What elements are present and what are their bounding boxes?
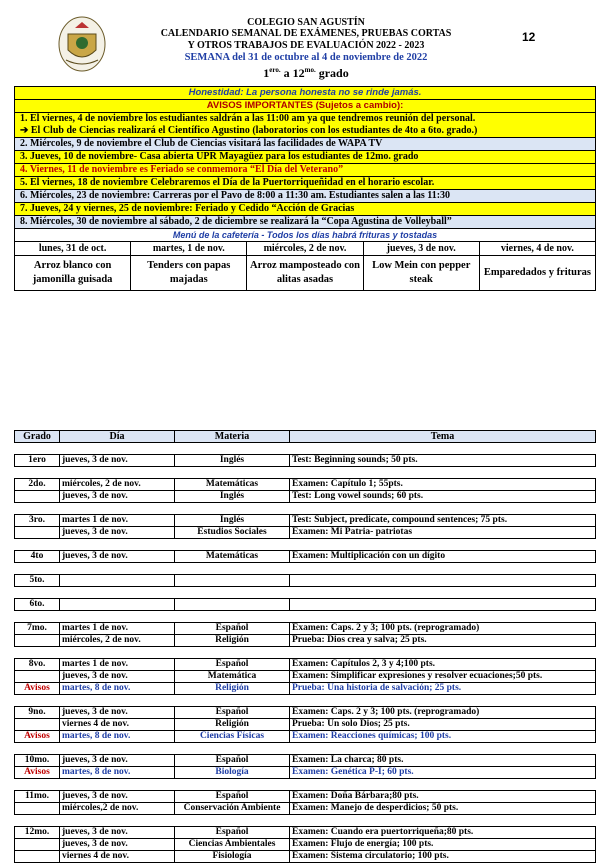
topic-cell: Test: Beginning sounds; 50 pts. [290,455,596,467]
column-header-day: Día [60,431,175,443]
menu-day-wednesday: miércoles, 2 de nov. Arroz mamposteado con alitas asadas [247,242,363,290]
table-row [15,851,596,863]
topic-cell: Prueba: Una historia de salvación; 25 pts. [290,683,596,695]
topic-cell: Examen: Manejo de desperdicios; 50 pts. [290,803,596,815]
topic-cell: Examen: Mi Patria- patriotas [290,527,596,539]
grade-cell [15,719,60,731]
group-spacer [15,587,596,599]
aviso-item-8: 8. Miércoles, 30 de noviembre al sábado, 2 de diciembre se realizará la “Copa Agustina de Volleyball” [14,215,596,228]
topic-cell: Examen: Multiplicación con un dígito [290,551,596,563]
grade-cell: 5to. [15,575,60,587]
table-row [15,575,596,587]
group-spacer [15,779,596,791]
day-cell: jueves, 3 de nov. [60,827,175,839]
group-spacer [15,539,596,551]
table-row [15,491,596,503]
table-row [15,635,596,647]
grade-range: $1^{ero.}$ a $12^{mo.}$ grado [263,66,349,80]
table-row [15,527,596,539]
subject-cell: Inglés [175,455,290,467]
day-cell: miércoles, 2 de nov. [60,635,175,647]
day-cell: martes, 8 de nov. [60,683,175,695]
day-cell [60,575,175,587]
topic-cell: Examen: Capítulos 2, 3 y 4;100 pts. [290,659,596,671]
subject-cell: Español [175,827,290,839]
subject-cell: Ciencias Ambientales [175,839,290,851]
avisos-title: AVISOS IMPORTANTES (Sujetos a cambio): [14,99,596,112]
group-spacer [15,563,596,575]
day-cell: jueves, 3 de nov. [60,551,175,563]
day-cell: jueves, 3 de nov. [60,527,175,539]
table-row [15,791,596,803]
topic-cell: Examen: Caps. 2 y 3; 100 pts. (reprogramado) [290,623,596,635]
notices-block [14,86,596,291]
table-row [15,839,596,851]
topic-cell: Examen: Genética P-I; 60 pts. [290,767,596,779]
day-cell: jueves, 3 de nov. [60,839,175,851]
menu-day-friday: viernes, 4 de nov. Emparedados y frituras [480,242,595,290]
topic-cell [290,575,596,587]
subject-cell: Religión [175,683,290,695]
subject-cell: Religión [175,635,290,647]
exam-schedule-table [14,430,596,863]
topic-cell: Test: Subject, predicate, compound sentences; 75 pts. [290,515,596,527]
topic-cell: Examen: Simplificar expresiones y resolver ecuaciones;50 pts. [290,671,596,683]
group-spacer [15,611,596,623]
grade-cell [15,527,60,539]
grade-cell [15,635,60,647]
column-header-subject: Materia [175,431,290,443]
group-spacer [15,695,596,707]
day-cell: miércoles, 2 de nov. [60,479,175,491]
table-row [15,827,596,839]
subject-cell [175,575,290,587]
menu-day-monday: lunes, 31 de oct. Arroz blanco con jamonilla guisada [15,242,131,290]
motto: Honestidad: La persona honesta no se rinde jamás. [14,86,596,99]
cafeteria-menu [14,241,596,291]
day-cell: miércoles,2 de nov. [60,803,175,815]
topic-cell: Examen: Cuando era puertorriqueña;80 pts. [290,827,596,839]
subject-cell: Inglés [175,491,290,503]
topic-cell [290,599,596,611]
menu-title: Menú de la cafetería - Todos los días habrá frituras y tostadas [14,228,596,241]
grade-cell: 4to [15,551,60,563]
table-row [15,623,596,635]
topic-cell: Examen: La charca; 80 pts. [290,755,596,767]
day-cell: jueves, 3 de nov. [60,707,175,719]
day-cell: jueves, 3 de nov. [60,455,175,467]
menu-day-tuesday: martes, 1 de nov. Tenders con papas majadas [131,242,247,290]
subject-cell [175,599,290,611]
topic-cell: Prueba: Un solo Dios; 25 pts. [290,719,596,731]
group-spacer [15,815,596,827]
topic-cell: Examen: Reacciones químicas; 100 pts. [290,731,596,743]
table-row [15,719,596,731]
group-spacer [15,443,596,455]
grade-cell: 11mo. [15,791,60,803]
subject-cell: Biología [175,767,290,779]
grade-cell: 6to. [15,599,60,611]
aviso-item-7: 7. Jueves, 24 y viernes, 25 de noviembre: Feriado y Cedido “Acción de Gracias [14,202,596,215]
day-cell: jueves, 3 de nov. [60,491,175,503]
topic-cell: Examen: Caps. 2 y 3; 100 pts. (reprogramado) [290,707,596,719]
subject-cell: Español [175,791,290,803]
day-cell: jueves, 3 de nov. [60,755,175,767]
subject-cell: Español [175,707,290,719]
day-cell: viernes 4 de nov. [60,851,175,863]
aviso-item-1: 1. El viernes, 4 de noviembre los estudiantes saldrán a las 11:00 am ya que tendremos reunión del personal. ➔ El Club de Ciencias realizará el Científico Agustino (laboratorios con los estudiantes de 4to a 6to. grado.) [14,112,596,137]
grade-cell [15,671,60,683]
table-row [15,683,596,695]
grade-cell: Avisos [15,767,60,779]
grade-cell: 9no. [15,707,60,719]
subject-cell: Fisiología [175,851,290,863]
day-cell: martes 1 de nov. [60,623,175,635]
subject-cell: Inglés [175,515,290,527]
grade-cell: Avisos [15,731,60,743]
grade-cell: 12mo. [15,827,60,839]
subject-cell: Matemáticas [175,551,290,563]
calendar-title-line2: Y OTROS TRABAJOS DE EVALUACIÓN 2022 - 2023 [187,40,425,51]
table-row [15,767,596,779]
table-row [15,803,596,815]
aviso-item-2: 2. Miércoles, 9 de noviembre el Club de Ciencias visitará las facilidades de WAPA TV [14,137,596,150]
topic-cell: Examen: Capítulo 1; 55pts. [290,479,596,491]
day-cell: martes 1 de nov. [60,659,175,671]
table-row [15,707,596,719]
grade-cell [15,851,60,863]
aviso-item-5: 5. El viernes, 18 de noviembre Celebraremos el Día de la Puertorriqueñidad en el horario escolar. [14,176,596,189]
table-row [15,671,596,683]
subject-cell: Conservación Ambiente [175,803,290,815]
day-cell: viernes 4 de nov. [60,719,175,731]
day-cell [60,599,175,611]
column-header-topic: Tema [290,431,596,443]
aviso-item-6: 6. Miércoles, 23 de noviembre: Carreras por el Pavo de 8:00 a 11:30 am. Estudiantes salen a las 11:30 [14,189,596,202]
aviso-item-3: 3. Jueves, 10 de noviembre- Casa abierta UPR Mayagüez para los estudiantes de 12mo. grado [14,150,596,163]
grade-cell: 10mo. [15,755,60,767]
group-spacer [15,503,596,515]
table-row [15,659,596,671]
calendar-title-line1: CALENDARIO SEMANAL DE EXÁMENES, PRUEBAS CORTAS [160,28,452,39]
week-range: SEMANA del 31 de octubre al 4 de noviembre de 2022 [184,52,428,63]
subject-cell: Estudios Sociales [175,527,290,539]
topic-cell: Test: Long vowel sounds; 60 pts. [290,491,596,503]
subject-cell: Religión [175,719,290,731]
grade-cell: 7mo. [15,623,60,635]
table-row [15,755,596,767]
grade-cell: 8vo. [15,659,60,671]
table-row [15,455,596,467]
subject-cell: Ciencias Físicas [175,731,290,743]
grade-cell [15,839,60,851]
day-cell: jueves, 3 de nov. [60,671,175,683]
topic-cell: Examen: Sistema circulatorio; 100 pts. [290,851,596,863]
topic-cell: Prueba: Dios crea y salva; 25 pts. [290,635,596,647]
aviso-item-4: 4. Viernes, 11 de noviembre es Feriado se conmemora “El Día del Veterano” [14,163,596,176]
day-cell: martes, 8 de nov. [60,731,175,743]
group-spacer [15,647,596,659]
page-number: 12 [522,30,536,44]
day-cell: jueves, 3 de nov. [60,791,175,803]
table-row [15,479,596,491]
grade-cell [15,491,60,503]
menu-day-thursday: jueves, 3 de nov. Low Mein con pepper steak [364,242,480,290]
grade-cell [15,803,60,815]
group-spacer [15,743,596,755]
table-row [15,599,596,611]
school-name: COLEGIO SAN AGUSTÍN [247,17,365,28]
subject-cell: Español [175,755,290,767]
subject-cell: Español [175,659,290,671]
group-spacer [15,467,596,479]
subject-cell: Español [175,623,290,635]
topic-cell: Examen: Doña Bárbara;80 pts. [290,791,596,803]
grade-cell: Avisos [15,683,60,695]
column-header-grade: Grado [15,431,60,443]
table-row [15,515,596,527]
day-cell: martes, 8 de nov. [60,767,175,779]
grade-cell: 1ero [15,455,60,467]
subject-cell: Matemáticas [175,479,290,491]
topic-cell: Examen: Flujo de energía; 100 pts. [290,839,596,851]
subject-cell: Matemática [175,671,290,683]
table-row [15,551,596,563]
grade-cell: 2do. [15,479,60,491]
day-cell: martes 1 de nov. [60,515,175,527]
table-row [15,731,596,743]
grade-cell: 3ro. [15,515,60,527]
